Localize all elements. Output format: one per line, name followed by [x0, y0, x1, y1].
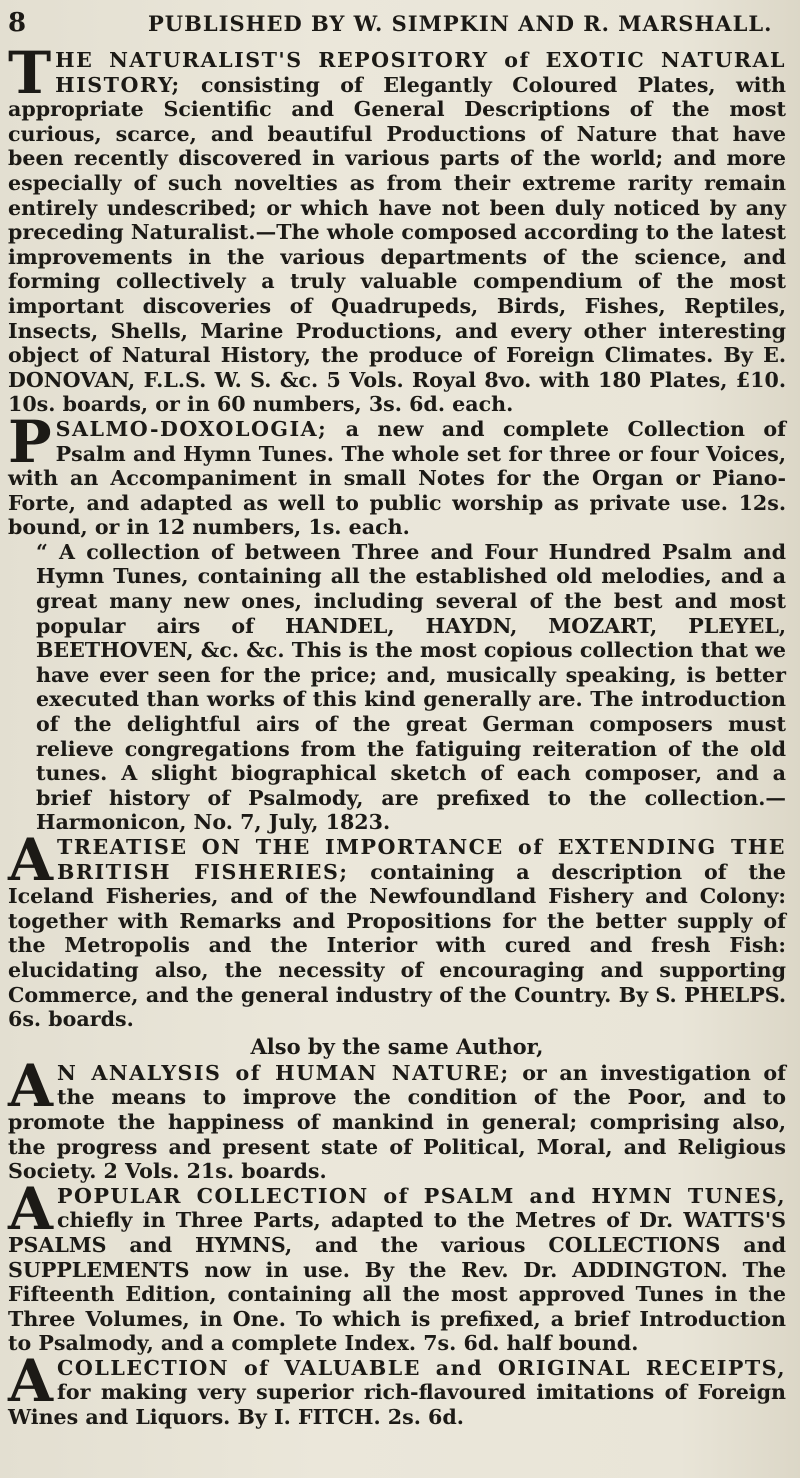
entry-heading: N ANALYSIS of HUMAN NATURE; [57, 1060, 510, 1085]
drop-cap: A [8, 1174, 54, 1243]
drop-cap: A [8, 826, 54, 894]
running-head [8, 8, 786, 38]
entry-heading: COLLECTION of VALUABLE and ORIGINAL RECEIPTS, [57, 1355, 786, 1380]
entry-body: chiefly in Three Parts, adapted to the Metres of Dr. WATTS'S PSALMS and HYMNS, and the various COLLECTIONS and SUPPLEMENTS now in use. By the Rev. Dr. ADDINGTON. The Fifteenth Edition, containing all the most approved Tunes in the Three Volumes, in One. To which is prefixed, a brief Introduction to Psalmody, and a complete Index. 7s. 6d. half bound. [8, 1208, 786, 1356]
drop-cap: T [8, 39, 52, 107]
drop-cap: A [8, 1051, 54, 1120]
entry-body: or an investigation of the means to improve the condition of the Poor, and to promote the happiness of mankind in general; comprising also, the progress and present state of Political, Moral, and Religious Society. 2 Vols. 21s. boards. [8, 1060, 786, 1184]
same-author-note: Also by the same Author, [250, 1033, 544, 1059]
entry-heading: SALMO-DOXOLOGIA; [55, 416, 328, 441]
entry-heading: TREATISE ON THE IMPORTANCE of EXTENDING THE BRITISH FISHERIES; [57, 835, 786, 884]
entry-body: a new and complete Collection of Psalm and Hymn Tunes. The whole set for three or four Voices, with an Accompaniment in small Notes for the Organ or Piano-Forte, and adapted as well to public worship as private use. 12s. bound, or in 12 numbers, 1s. each. [8, 416, 786, 540]
entry-british-fisheries [8, 826, 786, 1032]
review-quote [8, 540, 786, 835]
entry-psalmo-doxologia [8, 407, 786, 540]
running-title: PUBLISHED BY W. SIMPKIN AND R. MARSHALL. [148, 11, 773, 36]
entry-valuable-receipts [8, 1346, 786, 1430]
drop-cap: A [8, 1346, 54, 1415]
entry-human-nature [8, 1051, 786, 1184]
entry-body: consisting of Elegantly Coloured Plates, with appropriate Scientific and General Descriptions of the most curious, scarce, and beautiful Productions of Nature that have been recently discovered in various parts of the world; and more especially of such novelties as from their extreme rarity remain entirely undescribed; or which have not been duly noticed by any preceding Naturalist.—The whole composed according to the latest improvements in the various departments of the science, and forming collectively a truly valuable compendium of the most important discoveries of Quadrupeds, Birds, Fishes, Reptiles, Insects, Shells, Marine Productions, and every other interesting object of Natural History, the produce of Foreign Climates. By E. DONOVAN, F.L.S. W. S. &c. 5 Vols. Royal 8vo. with 180 Plates, £10. 10s. boards, or in 60 numbers, 3s. 6d. each. [8, 72, 786, 417]
entry-naturalists-repository [8, 39, 786, 417]
drop-cap: P [8, 407, 52, 476]
entry-popular-collection [8, 1174, 786, 1356]
entry-heading: HE NATURALIST'S REPOSITORY of EXOTIC NATURAL HISTORY; [55, 48, 786, 97]
entry-body: for making very superior rich-flavoured imitations of Foreign Wines and Liquors. By I. FITCH. 2s. 6d. [8, 1380, 786, 1430]
page-number: 8 [8, 8, 28, 38]
entry-body: containing a description of the Iceland Fisheries, and of the Newfoundland Fishery and Colony: together with Remarks and Propositions for the better supply of the Metropolis and the Interior with cured and fresh Fish: elucidating also, the necessity of encouraging and supporting Commerce, and the general industry of the Country. By S. PHELPS. 6s. boards. [8, 859, 786, 1032]
review-quote-text: “ A collection of between Three and Four Hundred Psalm and Hymn Tunes, containing all the established old melodies, and a great many new ones, including several of the best and most popular airs of HANDEL, HAYDN, MOZART, PLEYEL, BEETHOVEN, &c. &c. This is the most copious collection that we have ever seen for the price; and, musically speaking, is better executed than works of this kind generally are. The introduction of the delightful airs of the great German composers must relieve congregations from the fatiguing reiteration of the old tunes. A slight biographical sketch of each composer, and a brief history of Psalmody, are prefixed to the collection.—Harmonicon, No. 7, July, 1823. [36, 539, 786, 835]
entry-heading: POPULAR COLLECTION of PSALM and HYMN TUNES, [57, 1183, 786, 1208]
